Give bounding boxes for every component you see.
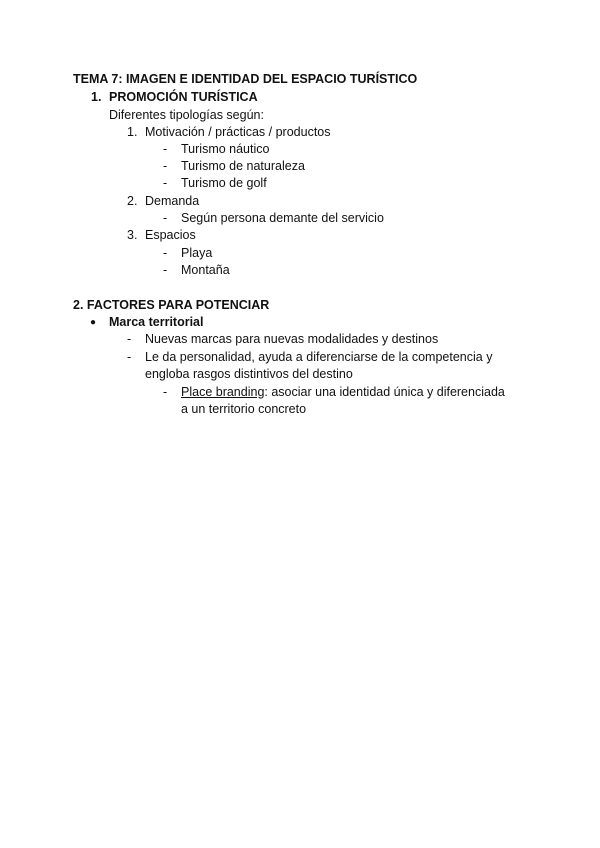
section2-heading: 2. FACTORES PARA POTENCIAR — [73, 298, 270, 312]
list-subitem-continuation: a un territorio concreto — [181, 402, 307, 416]
section1-number: 1. — [91, 90, 102, 104]
dash-marker: - — [127, 350, 132, 364]
list-item: Le da personalidad, ayuda a diferenciarse de la competencia y — [145, 350, 493, 364]
list-number: 2. — [127, 194, 138, 208]
list-subitem — [181, 384, 505, 401]
list-subitem: Playa — [181, 246, 213, 260]
dash-marker: - — [163, 142, 168, 156]
list-item: Nuevas marcas para nuevas modalidades y destinos — [145, 332, 439, 346]
dash-marker: - — [163, 385, 168, 399]
document-title: TEMA 7: IMAGEN E IDENTIDAD DEL ESPACIO TURÍSTICO — [73, 72, 418, 86]
list-number: 1. — [127, 125, 138, 139]
dash-marker: - — [163, 246, 168, 260]
dash-marker: - — [163, 211, 168, 225]
list-subitem: Turismo de naturaleza — [181, 159, 305, 173]
list-item: Demanda — [145, 194, 200, 208]
list-subitem: Según persona demante del servicio — [181, 211, 384, 225]
list-number: 3. — [127, 228, 138, 242]
place-branding-definition: : asociar una identidad única y diferenciada — [264, 385, 505, 399]
bullet-label: Marca territorial — [109, 315, 204, 329]
dash-marker: - — [127, 332, 132, 346]
place-branding-term: Place branding — [181, 385, 265, 399]
dash-marker: - — [163, 176, 168, 190]
list-item: Espacios — [145, 228, 196, 242]
list-subitem: Turismo náutico — [181, 142, 270, 156]
list-subitem: Montaña — [181, 263, 230, 277]
dash-marker: - — [163, 159, 168, 173]
list-item-continuation: engloba rasgos distintivos del destino — [145, 367, 353, 381]
section1-heading: PROMOCIÓN TURÍSTICA — [109, 90, 258, 104]
bullet-icon: ● — [90, 317, 97, 328]
list-subitem: Turismo de golf — [181, 176, 267, 190]
section1-intro: Diferentes tipologías según: — [109, 108, 264, 122]
list-item: Motivación / prácticas / productos — [145, 125, 331, 139]
dash-marker: - — [163, 263, 168, 277]
